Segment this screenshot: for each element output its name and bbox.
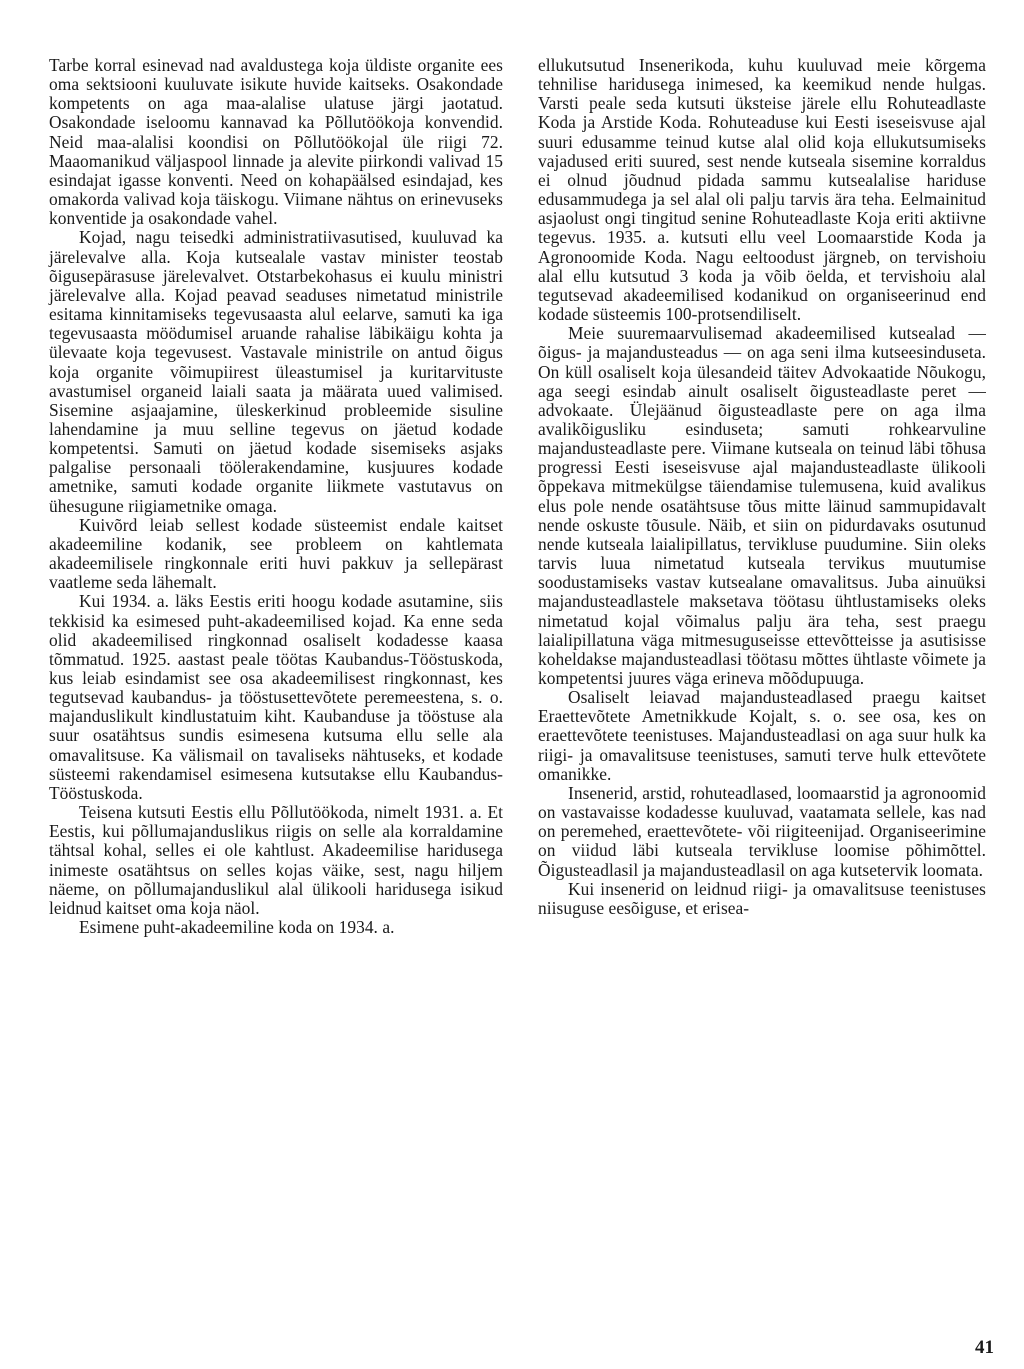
paragraph: Esimene puht-akadeemiline koda on 1934. a. xyxy=(79,917,395,938)
right-column xyxy=(538,56,986,918)
paragraph: Osaliselt leiavad majandusteadlased praegu kaitset Eraettevõtete Ametnikkude Kojalt, s. o. see osa, kes on eraettevõtete teenistuses. Majandusteadlasi on aga suur hulk ka riigi- ja omavalitsuse teenistuses, samuti terve hulk ettevõtete omanikke. xyxy=(538,687,986,784)
paragraph: Kojad, nagu teisedki administratiivasutised, kuuluvad ka järelevalve alla. Koja kutsealale vastav minister teostab õigusepärasuse järelevalvet. Otstarbekohasus ei kuulu ministri järelevalve alla. Kojad peavad seaduses nimetatud ministrile esitama kinnitamiseks tegevusaasta alul eelarve, samuti ka iga tegevusaasta möödumisel aruande rahalise läbikäigu kohta ja ülevaate koja tegevusest. Vastavale ministrile on antud õigus koja organite võimupiirest üleastumisel ja kuritarvituste avastumisel organeid laiali saata ja määrata uued valimised. Sisemine asjaajamine, üleskerkinud probleemide sisuline lahendamine ja muu selline tegevus on jäetud kodade kompetentsi. Samuti on jäetud kodade sisemiseks asjaks palgalise personaali töölerakendamine, kusjuures kodade ametnike, samuti kodade organite liikmete vastutavus on ühesugune riigiametnike omaga. xyxy=(49,227,503,516)
paragraph: Insenerid, arstid, rohuteadlased, loomaarstid ja agronoomid on vastavaisse kodadesse kuuluvad, vaatamata sellele, kas nad on peremehed, eraettevõtete- või riigiteenijad. Organiseerimine on viidud läbi kutseala tervikluse loomise põhimõttel. Õigusteadlasil ja majandusteadlasil on aga kutsetervik loomata. xyxy=(538,782,986,880)
paragraph: ellukutsutud Insenerikoda, kuhu kuuluvad meie kõrgema tehnilise haridusega inimesed, ka keemikud nende hulgas. Varsti peale seda kutsuti üksteise järele ellu Rohuteadlaste Koda ja Arstide Koda. Rohuteaduse kui Eesti iseseisvuse ajal suuri edusamme teinud kutse alal olid koja ellukutsumiseks vajadused eriti suured, sest nende kutseala sisemine korraldus ei olnud jõudnud pidada sammu kutsealalise hariduse edusammudega ja sel alal oli palju tarvis ära teha. Eelmainitud asjaolust ongi tingitud senine Rohuteadlaste Koja eriti aktiivne tegevus. 1935. a. kutsuti ellu veel Loomaarstide Koda ja Agronoomide Koda. Nagu eeltoodust järgneb, on tervishoiu alal ellu kutsutud 3 koda ja võib öelda, et tervishoiu alal tegutsevad akadeemilised kodanikud on organiseerinud end kodade süsteemis 100-protsendiliselt. xyxy=(538,55,986,325)
paragraph: Kui insenerid on leidnud riigi- ja omavalitsuse teenistuses niisuguse eesõiguse, et erisea- xyxy=(538,878,986,918)
paragraph: Tarbe korral esinevad nad avaldustega koja üldiste organite ees oma sektsiooni kuuluvate isikute huvide kaitseks. Osakondade kompetents on aga maa-alalise ulatuse järgi jaotatud. Osakondade iseloomu kannavad ka Põllutöökoja konvendid. Neid maa-alalisi koondisi on Põllutöökojal üle riigi 72. Maaomanikud väljaspool linnade ja alevite piirkondi valivad 15 esindajat igasse konventi. Need on kohapäälsed esindajad, kes omakorda valivad koja täiskogu. Viimane nähtus on erinevuseks konventide ja osakondade vahel. xyxy=(49,55,503,229)
left-column xyxy=(49,56,503,937)
paragraph: Teisena kutsuti Eestis ellu Põllutöökoda, nimelt 1931. a. Et Eestis, kui põllumajanduslikus riigis on selle ala korraldamine tähtsal kohal, selles ei ole kahtlust. Akadeemilise haridusega inimeste osatähtsus on selles kojas väike, sest, nagu hiljem näeme, on põllumajanduslikul alal ülikooli haridusega isikud leidnud kaitset oma koja näol. xyxy=(49,802,503,918)
page-number: 41 xyxy=(975,1337,994,1358)
paragraph: Kui 1934. a. läks Eestis eriti hoogu kodade asutamine, siis tekkisid ka esimesed puht-akadeemilised kojad. Ka enne seda olid akadeemilised ringkonnad osaliselt kodadesse kaasa tõmmatud. 1925. aastast peale töötas Kaubandus-Tööstuskoda, kus leiab esindamist see osa akadeemilisest ringkonnast, kes tegutsevad kaubandus- ja tööstusettevõtete peremeestena, s. o. majanduslikult kindlustatuim kiht. Kaubanduse ja tööstuse ala suur osatähtsus sundis esimesena kutsuma ellu selle ala omavalitsuse. Ka välismail on tavaliseks nähtuseks, et kodade süsteemi rakendamisel esimesena kutsutakse ellu Kaubandus-Tööstuskoda. xyxy=(49,591,503,803)
paragraph: Meie suuremaarvulisemad akadeemilised kutsealad — õigus- ja majandusteadus — on aga seni ilma kutseesinduseta. On küll osaliselt koja ülesandeid täitev Advokaatide Nõukogu, aga seegi esindab ainult osaliselt õigusteadlaste peret — advokaate. Ülejäänud õigusteadlaste pere on aga ilma avalikõigusliku esinduseta; samuti rohkearvuline majandusteadlaste pere. Viimane kutseala on teinud läbi tõhusa progressi Eesti iseseisvuse ajal majandusteadlaste ülikooli õppekava mitmekülgse täiendamise tulemusena, kuid avalikus elus pole nende osatähtsuse tõus mitte läinud sammupidavalt nende oskuste tõusule. Näib, et siin on pidurdavaks osutunud nende kutseala laialipillatus, tervikluse puudumine. Siin oleks tarvis luua nimetatud kutseala tervikus muutumise soodustamiseks vastav kutsealane omavalitsus. Juba ainuüksi majandusteadlastele maksetava töötasu ühtlustamiseks oleks nimetatud kojal võimalus palju ära teha, sest praegu laialipillatuna väga mitmesuguseisse ettevõtteisse ja asutisisse koheldakse majandusteadlasi töötasu mõttes ühtlaste võimete ja kompetentsi juures väga erineva mõõdupuuga. xyxy=(538,323,986,688)
paragraph: Kuivõrd leiab sellest kodade süsteemist endale kaitset akadeemiline kodanik, see probleem on kahtlemata akadeemilisele ringkonnale eriti huvi pakkuv ja sellepärast vaatleme seda lähemalt. xyxy=(49,514,503,593)
